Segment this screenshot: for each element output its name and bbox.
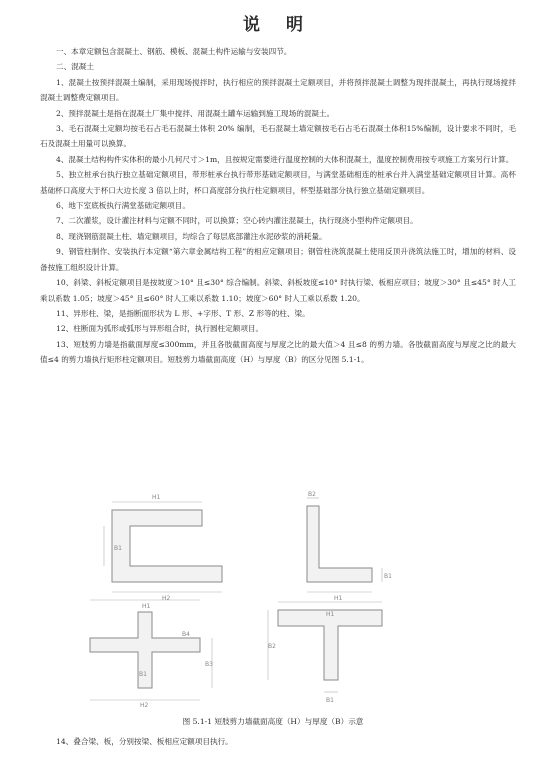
label-h1-t: H1 xyxy=(326,611,335,618)
figure-caption: 图 5.1-1 短肢剪力墙截面高度（H）与厚度（B）示意 xyxy=(182,717,364,726)
paragraph-3: 3、毛石混凝土定额均按毛石占毛石混凝土体积 20% 编制，毛石混凝土墙定额按毛石占毛石混凝土体积15%编制，设计要求不同时，毛石及混凝土用量可以换算。 xyxy=(40,124,516,149)
title-char-2: 明 xyxy=(286,15,303,35)
paragraph-8: 8、现浇钢筋混凝土柱、墙定额项目，均综合了每层底部灌注水泥砂浆的消耗量。 xyxy=(56,231,327,241)
document-body xyxy=(40,44,516,368)
section-heading-concrete: 二、混凝土 xyxy=(56,62,94,72)
paragraph-14: 14、叠合梁、板，分别按梁、板相应定额项目执行。 xyxy=(56,737,233,746)
label-b1-t: B1 xyxy=(326,697,334,704)
paragraph-12: 12、柱断面为弧形或弧形与异形组合时，执行圆柱定额项目。 xyxy=(56,324,264,334)
paragraph-2: 2、预拌混凝土是指在混凝土厂集中搅拌、用混凝土罐车运输到施工现场的混凝土。 xyxy=(56,108,335,118)
label-b1-c: B1 xyxy=(114,545,122,552)
paragraph-4: 4、混凝土结构构件实体积的最小几何尺寸＞1m，且按规定需要进行温度控制的大体积混凝土，温度控制费用按专项施工方案另行计算。 xyxy=(56,154,514,164)
paragraph-1: 1、混凝土按预拌混凝土编制，采用现场搅拌时，执行相应的预拌混凝土定额项目，并将预拌混凝土调整为现拌混凝土，再执行现场搅拌混凝土调整费定额项目。 xyxy=(40,77,516,103)
label-h1-l: H1 xyxy=(334,595,343,602)
paragraph-6: 6、地下室底板执行满堂基础定额项目。 xyxy=(56,201,190,211)
paragraph-9: 9、钢管柱制作、安装执行本定额“第六章金属结构工程”的相应定额项目；钢管柱浇筑混凝土使用反顶升浇筑法施工时，增加的材料、设备按施工组织设计计算。 xyxy=(40,247,516,272)
label-b4-cross: B4 xyxy=(182,631,190,638)
paragraph-13: 13、短肢剪力墙是指截面厚度≤300mm，并且各肢截面高度与厚度之比的最大值＞4 且≤8 的剪力墙。各肢截面高度与厚度之比的最大值≤4 的剪力墙执行矩形柱定额项目。短肢剪力墙截面高度（H）与厚度（B）的区分见图 5.1-1。 xyxy=(40,339,516,365)
wall-section-figure xyxy=(82,488,466,708)
title-char-1: 说 xyxy=(243,15,260,35)
l-shape-section xyxy=(307,506,372,582)
label-b1-l: B1 xyxy=(384,573,392,580)
t-shape-section xyxy=(278,610,382,680)
label-h1-c: H1 xyxy=(152,494,161,501)
label-h2-cross: H2 xyxy=(140,702,149,708)
paragraph-intro: 一、本章定额包含混凝土、钢筋、模板、混凝土构件运输与安装四节。 xyxy=(56,47,292,56)
label-b3-cross: B3 xyxy=(205,661,213,668)
label-h1-cross: H1 xyxy=(142,603,151,610)
label-b2-l: B2 xyxy=(308,491,316,498)
paragraph-10: 10、斜梁、斜板定额项目是按坡度＞10° 且≤30° 综合编制。斜梁、斜板坡度≤10° 时执行梁、板相应项目；坡度＞30° 且≤45° 时人工乘以系数 1.05；坡度＞45° 且≤60° 时人工乘以系数 1.10；坡度＞60° 时人工乘以系数 1.20。 xyxy=(40,278,516,303)
paragraph-7: 7、二次灌浆，设计灌注材料与定额不同时，可以换算；空心砖内灌注混凝土，执行现浇小型构件定额项目。 xyxy=(56,216,418,226)
page-title xyxy=(0,10,546,35)
paragraph-5: 5、独立桩承台执行独立基础定额项目，带形桩承台执行带形基础定额项目，与满堂基础相连的桩承台并入满堂基础定额项目计算。高杯基础杯口高度大于杯口大边长度 3 倍以上时，杯口高度部分执行柱定额项目，杯型基础部分执行独立基础定额项目。 xyxy=(40,170,516,195)
label-b1-cross: B1 xyxy=(139,671,147,678)
paragraph-11: 11、异形柱、梁，是指断面形状为 L 形、+字形、T 形、Z 形等的柱、梁。 xyxy=(56,308,310,318)
label-b2-t: B2 xyxy=(268,643,276,650)
c-shape-section xyxy=(112,510,222,582)
label-h2-c: H2 xyxy=(162,595,171,602)
